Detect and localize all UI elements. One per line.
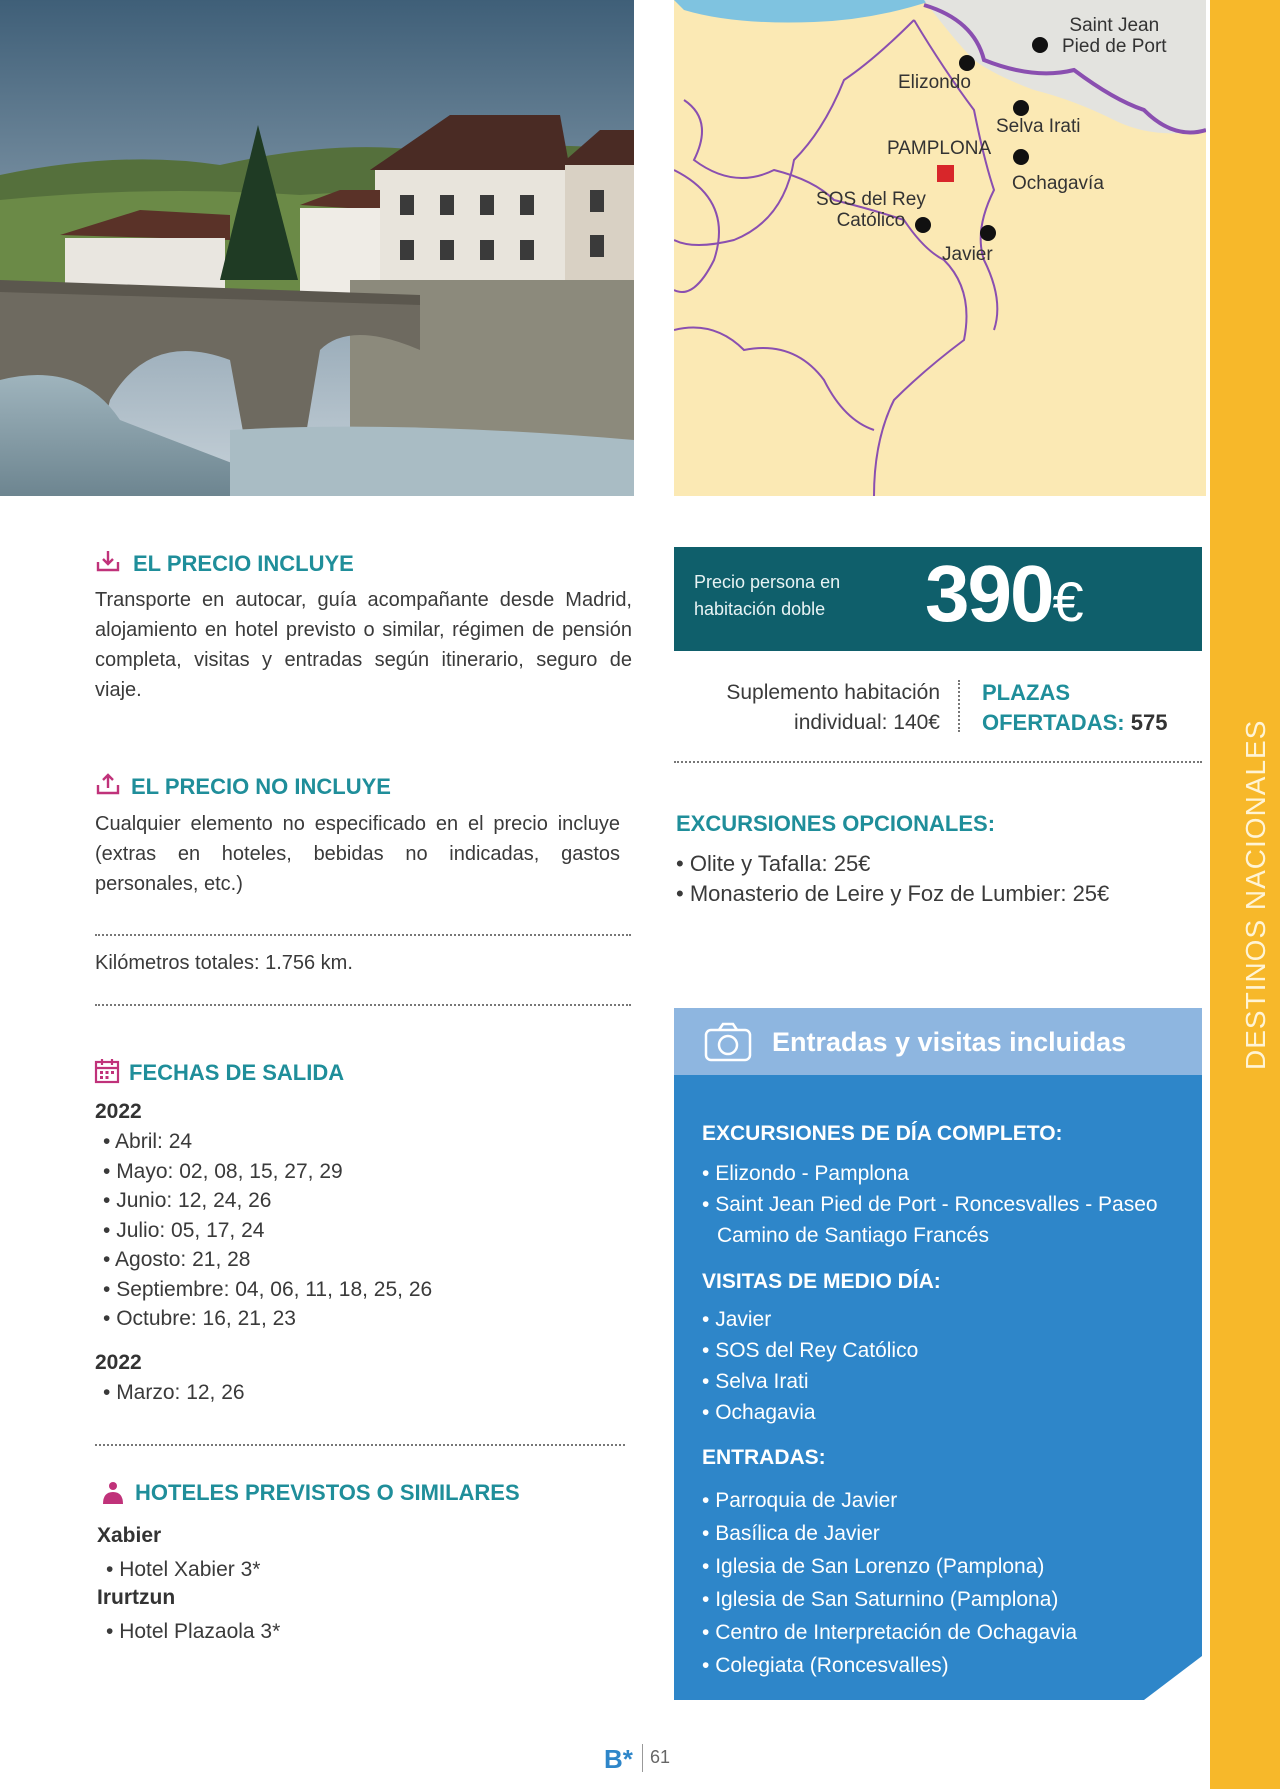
divider-vertical [958, 680, 960, 732]
village-bridge-photo [0, 0, 634, 496]
list-item: • Abril: 24 [103, 1127, 432, 1157]
map-label-sos: SOS del Rey Católico [816, 189, 926, 231]
hotel-list [106, 1617, 280, 1647]
dia-completo-title: EXCURSIONES DE DÍA COMPLETO: [702, 1122, 1063, 1145]
list-item: • Hotel Xabier 3* [106, 1555, 260, 1585]
price-currency: € [1052, 570, 1082, 633]
no-incluye-title: EL PRECIO NO INCLUYE [131, 774, 391, 799]
list-item: • Colegiata (Roncesvalles) [702, 1649, 1077, 1682]
plazas-value: 575 [1130, 710, 1168, 735]
route-map [674, 0, 1206, 496]
hoteles-title: HOTELES PREVISTOS O SIMILARES [135, 1480, 520, 1505]
list-item: • Ochagavia [702, 1397, 918, 1428]
list-item: • Selva Irati [702, 1366, 918, 1397]
fechas-title: FECHAS DE SALIDA [129, 1060, 345, 1085]
camera-icon [704, 1022, 752, 1062]
footer-divider [642, 1744, 643, 1772]
excursiones-list [676, 849, 1156, 909]
list-item: • Julio: 05, 17, 24 [103, 1216, 432, 1246]
divider [95, 934, 631, 936]
list-item: • Mayo: 02, 08, 15, 27, 29 [103, 1157, 432, 1187]
sidebar-label: DESTINOS NACIONALES [1240, 719, 1271, 1070]
list-item: • Saint Jean Pied de Port - Roncesvalles - Paseo Camino de Santiago Francés [702, 1189, 1172, 1251]
incluye-text: Transporte en autocar, guía acompañante desde Madrid, alojamiento en hotel previsto o similar, régimen de pensión completa, visitas y entradas según itinerario, seguro de viaje. [95, 589, 632, 701]
fechas-year: 2022 [95, 1100, 142, 1123]
map-label-saint-jean: Saint Jean Pied de Port [1062, 15, 1167, 57]
map-label-elizondo: Elizondo [898, 72, 971, 93]
map-label-selva-irati: Selva Irati [996, 116, 1081, 137]
entradas-title: ENTRADAS: [702, 1446, 826, 1469]
photo-illustration [0, 0, 634, 496]
map-label-javier: Javier [942, 244, 993, 265]
hotel-city: Xabier [97, 1524, 162, 1547]
incluye-title: EL PRECIO INCLUYE [133, 551, 354, 576]
list-item: • Iglesia de San Saturnino (Pamplona) [702, 1583, 1077, 1616]
divider [95, 1444, 625, 1446]
hotel-icon [100, 1480, 126, 1506]
list-item: • Octubre: 16, 21, 23 [103, 1304, 432, 1334]
upload-icon [95, 771, 121, 797]
download-icon [95, 548, 121, 574]
kilometros-text: Kilómetros totales: 1.756 km. [95, 952, 353, 974]
page-number: 61 [650, 1747, 671, 1767]
list-item: • Elizondo - Pamplona [702, 1158, 1172, 1189]
list-item: • Agosto: 21, 28 [103, 1245, 432, 1275]
list-item: • SOS del Rey Católico [702, 1335, 918, 1366]
entradas-list [702, 1484, 1077, 1682]
list-item: • Septiembre: 04, 06, 11, 18, 25, 26 [103, 1275, 432, 1305]
fechas-list [103, 1127, 432, 1334]
medio-dia-list [702, 1304, 918, 1428]
excursiones-title: EXCURSIONES OPCIONALES: [676, 811, 996, 836]
list-item: • Parroquia de Javier [702, 1484, 1077, 1517]
list-item: • Monasterio de Leire y Foz de Lumbier: 25€ [676, 879, 1156, 909]
dia-completo-list [702, 1158, 1172, 1251]
price-amount: 390 [925, 549, 1053, 638]
list-item: • Hotel Plazaola 3* [106, 1617, 280, 1647]
fechas-list [103, 1378, 245, 1408]
no-incluye-text: Cualquier elemento no especificado en el precio incluye (extras en hoteles, bebidas no indicadas, gastos personales, etc.) [95, 813, 620, 895]
list-item: • Basílica de Javier [702, 1517, 1077, 1550]
fechas-year: 2022 [95, 1351, 142, 1374]
list-item: • Iglesia de San Lorenzo (Pamplona) [702, 1550, 1077, 1583]
medio-dia-title: VISITAS DE MEDIO DÍA: [702, 1270, 941, 1293]
list-item: • Centro de Interpretación de Ochagavia [702, 1616, 1077, 1649]
list-item: • Junio: 12, 24, 26 [103, 1186, 432, 1216]
price-value [925, 548, 1082, 640]
divider [95, 1004, 631, 1006]
list-item: • Olite y Tafalla: 25€ [676, 849, 1156, 879]
map-label-pamplona: PAMPLONA [887, 138, 992, 159]
map-label-ochagavia: Ochagavía [1012, 173, 1104, 194]
calendar-icon [94, 1058, 120, 1084]
entradas-box-title: Entradas y visitas incluidas [772, 1027, 1127, 1057]
list-item: • Marzo: 12, 26 [103, 1378, 245, 1408]
list-item: • Javier [702, 1304, 918, 1335]
price-label: Precio persona en habitación doble [694, 572, 841, 619]
divider [674, 761, 1202, 763]
hotel-city: Irurtzun [97, 1586, 176, 1609]
plazas [982, 678, 1182, 738]
hotel-list [106, 1555, 260, 1585]
suplemento-text: Suplemento habitación individual: 140€ [726, 681, 940, 734]
brand-logo: B* [604, 1744, 633, 1774]
plazas-label: PLAZAS OFERTADAS: [982, 680, 1125, 735]
